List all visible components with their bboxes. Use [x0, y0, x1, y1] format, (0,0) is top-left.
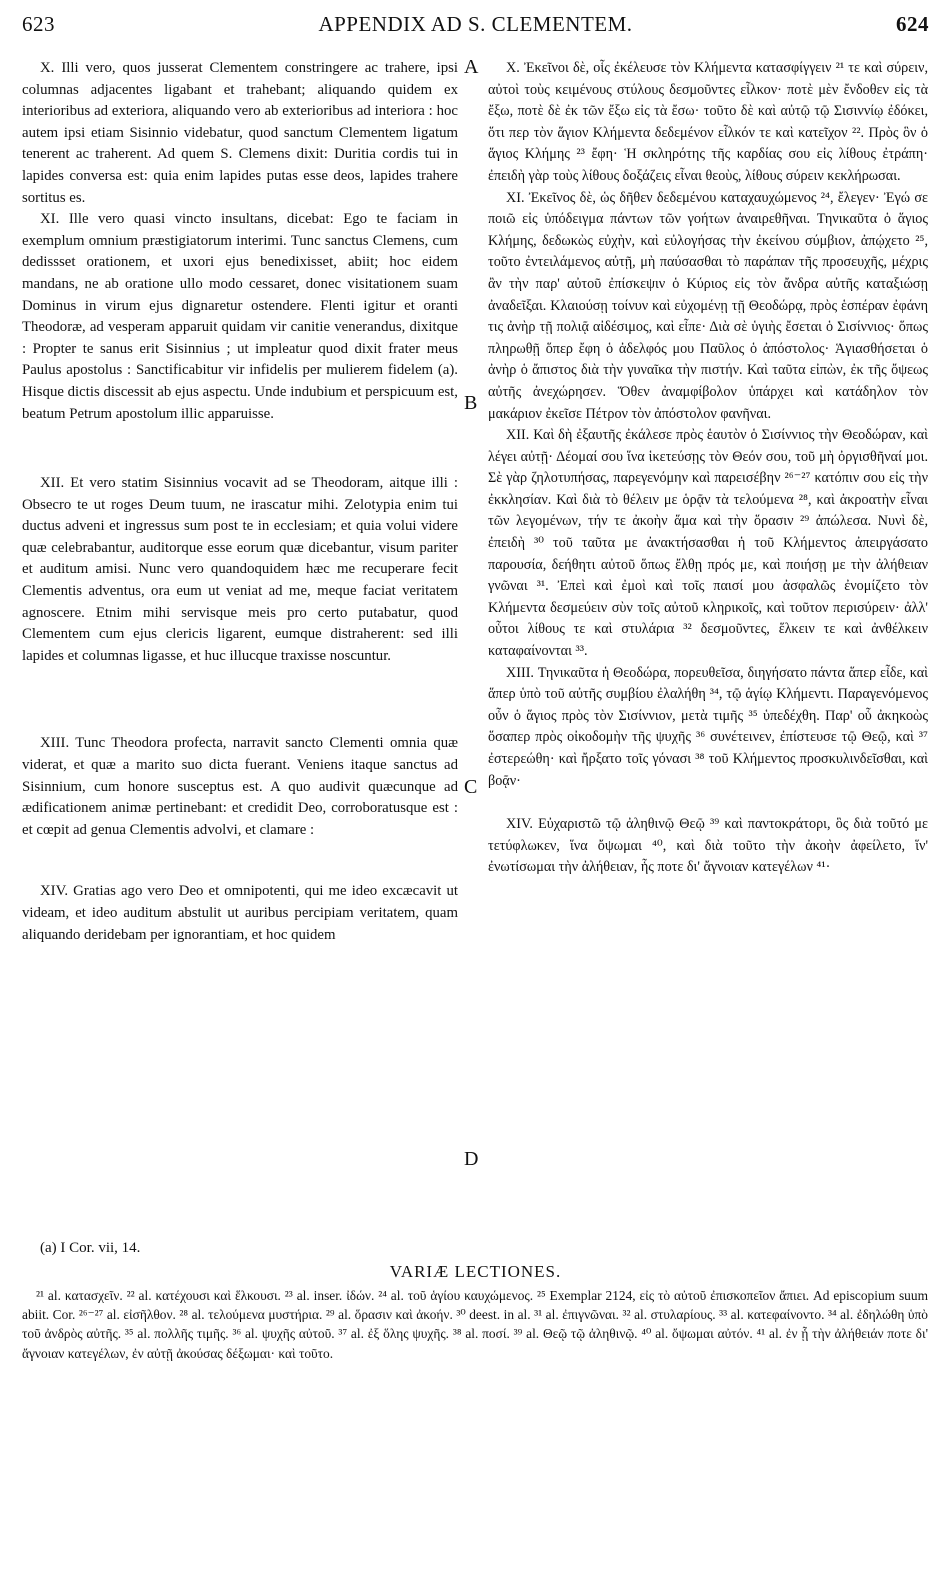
page-number-left: 623	[22, 12, 55, 36]
latin-column	[22, 58, 458, 946]
latin-paragraph-xiii: XIII. Tunc Theodora profecta, narravit sancto Clementi omnia quæ viderat, et quæ a marito suo dicta fuerant. Veniens itaque sanctus ad Sisinnium, cum honore susceptus est. A quo audivit quæcunque ad ædificationem animæ pertinebant: et credidit Deo, corroboratusque est : et cœpit ad genua Clementis advolvi, et clamare :	[22, 735, 458, 838]
section-marker-c: C	[464, 776, 478, 798]
running-title: APPENDIX AD S. CLEMENTEM.	[318, 12, 633, 36]
latin-paragraph-x: X. Illi vero, quos jusserat Clementem constringere ac trahere, ipsi columnas adjacentes ligabant et trahebant; aliquando quidem ex interioribus ad exteriora, aliquando vero ab exterioribus ad interiora : hoc autem ipsi etiam Sisinnio videbatur, quod sanctum Clementem ligatum tenerent ac traherent. Ad quem S. Clemens dixit: Duritia cordis tui in lapides conversa est: quia enim lapides putas esse deos, lapides trahere sortitus es.	[22, 60, 458, 206]
greek-paragraph-xiii: XIII. Τηνικαῦτα ἡ Θεοδώρα, πορευθεῖσα, διηγήσατο πάντα ἅπερ εἶδε, καὶ ἅπερ ὑπὸ τοῦ αὐτῆς συμβίου ἐλαλήθη ³⁴, τῷ ἁγίῳ Κλήμεντι. Παραγενόμενος οὖν ὁ ἅγιος πρὸς τὸν Σισίννιον, μετὰ τιμῆς ³⁵ ὑπεδέχθη. Παρ' οὗ ἀκηκοὼς ὅσαπερ πρὸς οἰκοδομὴν τῆς ψυχῆς ³⁶ συνέτεινεν, ἐπίστευσε τῷ Θεῷ, καὶ ³⁷ ἐστερεώθη· καὶ ἤρξατο τοῖς γόνασι ³⁸ τοῦ Κλήμεντος προσκυλινδεῖσθαι, καὶ βοᾷν·	[488, 664, 928, 789]
latin-paragraph-xiv: XIV. Gratias ago vero Deo et omnipotenti, qui me ideo excæcavit ut videam, et ideo auditum abstulit ut auribus percipiam veritatem, quam aliquando deridebam per ignorantiam, et hoc quidem	[22, 883, 458, 943]
variae-lectiones-title: VARIÆ LECTIONES.	[389, 1262, 562, 1281]
section-marker-b: B	[464, 392, 478, 414]
section-marker-a: A	[464, 56, 479, 78]
footnote: (a) I Cor. vii, 14.	[40, 1240, 141, 1256]
variae-lectiones-text: ²¹ al. κατασχεῖν. ²² al. κατέχουσι καὶ ἕλκουσι. ²³ al. inser. ἰδών. ²⁴ al. τοῦ ἁγίου καυχώμενος. ²⁵ Exemplar 2124, εἰς τὸ αὐτοῦ ἐπισκοπεῖον ἄπιει. Ad episcopium suum abiit. Cor. ²⁶⁻²⁷ al. εἰσῆλθον. ²⁸ al. τελούμενα μυστήρια. ²⁹ al. ὅρασιν καὶ ἀκοήν. ³⁰ deest. in al. ³¹ al. ἐπιγνῶναι. ³² al. στυλαρίους. ³³ al. κατεφαίνοντο. ³⁴ al. ἐδηλώθη ὑπὸ τοῦ ἀνδρὸς αὐτῆς. ³⁵ al. πολλῆς τιμῆς. ³⁶ al. ψυχῆς αὐτοῦ. ³⁷ al. ἐξ ὅλης ψυχῆς. ³⁸ al. ποσί. ³⁹ al. Θεῷ τῷ ἀληθινῷ. ⁴⁰ al. ὄψωμαι αὐτόν. ⁴¹ al. ἐν ᾗ τὴν ἀλήθειάν ποτε δι' ἄγνοιαν κατεγέλων, ἐν αὐτῇ ἀκούσας δέξωμαι· καὶ τοῦτο.	[22, 1288, 928, 1361]
greek-column	[488, 58, 928, 879]
page-header	[22, 12, 929, 42]
variae-lectiones	[22, 1286, 928, 1363]
latin-paragraph-xii: XII. Et vero statim Sisinnius vocavit ad se Theodoram, aitque illi : Obsecro te ut roges Deum tuum, ne irascatur mihi. Zelotypia enim tui ductus adveni et ingressus sum post te in ecclesiam; et quia volui videre quæ celebrabantur, auditorque esse eorum quæ dicebantur, visum pariter et auditum amisi. Nunc vero quandoquidem hæc me recuperare fecit Clementis adventus, ora eum ut veniat ad me, meque faciat veritatem agnoscere. Etnim mihi servisque meis pro certo putabatur, quod Clementem cum ejus clericis ligarent, eumque distraherent: sed illi lapides et columnas ligasse, et huc illucque traxisse noscuntur.	[22, 475, 458, 664]
greek-paragraph-x: X. Ἐκεῖνοι δὲ, οἷς ἐκέλευσε τὸν Κλήμεντα κατασφίγγειν ²¹ τε καὶ σύρειν, αὐτοὶ τοὺς κειμένους στύλους δεσμοῦντες εἷλκον· ποτὲ μὲν ἔνδοθεν εἰς τὰ ἔξω, ποτὲ δὲ ἐκ τῶν ἔξω εἰς τὰ ἔσω· τοῦτο δὲ καὶ αὐτῷ τῷ Σισιννίῳ ἐδόκει, ὅτι περ τὸν ἅγιον Κλήμεντα δεδεμένον εἷλκόν τε καὶ κατεῖχον ²². Πρὸς ὃν ὁ ἅγιος Κλήμης ²³ ἔφη· Ἡ σκληρότης τῆς καρδίας σου εἰς λίθους ἐτράπη· ἐπειδὴ γὰρ τοὺς λίθους δοξάζεις εἶναι θεοὺς, λίθους σύρειν κεκλήρωσαι.	[488, 60, 928, 184]
section-marker-d: D	[464, 1148, 479, 1170]
greek-paragraph-xiv: XIV. Εὐχαριστῶ τῷ ἀληθινῷ Θεῷ ³⁹ καὶ παντοκράτορι, ὃς διὰ τοῦτό με τετύφλωκεν, ἵνα ὄψωμαι ⁴⁰, καὶ διὰ τοῦτο τὴν ἀκοὴν ἀφείλετο, ἵν' ἐνωτίσωμαι τὴν ἀλήθειαν, ἧς ποτε δι' ἄγνοιαν κατεγέλων ⁴¹·	[488, 816, 928, 876]
greek-paragraph-xi: XI. Ἐκεῖνος δὲ, ὡς δῆθεν δεδεμένου καταχαυχώμενος ²⁴, ἔλεγεν· Ἐγώ σε ποιῶ εἰς ὑπόδειγμα πάντων τῶν γοήτων ἀναιρεθῆναι. Τηνικαῦτα ὁ ἅγιος Κλήμης, δεδωκὼς εὐχὴν, καὶ εὐλογήσας τὴν ἐκείνου σύμβιον, ἀπῴχετο ²⁵, τοῦτο ἐντειλάμενος αὐτῇ, μὴ παύσασθαι τὸ παράπαν τῆς προσευχῆς, μέχρις ἂν τὴν παρ' αὐτοῦ ἐπίσκεψιν ὁ Κύριος εἰς τὸν ἄνδρα αὐτῆς καταξιώσῃ ἀναδεῖξαι. Κλαιούσῃ τοίνυν καὶ εὐχομένῃ τῇ Θεοδώρᾳ, πρὸς ἑσπέραν ἐφάνη τις ἀνὴρ τῇ πολιᾷ αἰδέσιμος, καὶ εἶπε· Διὰ σὲ ὑγιὴς ἔσεται ὁ Σισίννιος· ὅπως πληρωθῇ ὅπερ ἔφη ὁ ἀδελφός μου Παῦλος ὁ ἀπόστολος· Ἁγιασθήσεται ὁ ἀνὴρ ὁ ἄπιστος διὰ τὴν γυναῖκα τὴν πιστήν. Καὶ ταῦτα εἰπὼν, ἐκ τῆς ὄψεως αὐτῆς ἀνεχώρησεν. Ὅθεν ἀναμφίβολον ὑπάρχει καὶ κατάδηλον τὸν μακάριον ἐκεῖσε Πέτρον τὸν ἀπόστολον φανῆναι.	[488, 189, 928, 422]
page-number-right: 624	[896, 12, 929, 36]
latin-paragraph-xi: XI. Ille vero quasi vincto insultans, dicebat: Ego te faciam in exemplum omnium præstigiatorum interimi. Tunc sanctus Clemens, cum dedissset orationem, et uxori ejus benedixisset, abiit; hoc eidem mandans, ne ab oratione ullo modo cessaret, donec visitationem suam Dominus in virum ejus dignaretur ostendere. Flenti igitur et oranti Theodoræ, ad vesperam apparuit quidam vir canitie venerandus, dixitque : Propter te sanus erit Sisinnius ; ut impleatur quod dixit frater meus Paulus apostolus : Sanctificabitur vir infidelis per mulierem fidelem (a). Hisque dictis discessit ab ejus aspectu. Unde indubium et perspicuum est, beatum Petrum apostolum illic apparuisse.	[22, 211, 458, 422]
greek-paragraph-xii: XII. Καὶ δὴ ἐξαυτῆς ἐκάλεσε πρὸς ἑαυτὸν ὁ Σισίννιος τὴν Θεοδώραν, καὶ λέγει αὐτῇ· Δέομαί σου ἵνα ἱκετεύσῃς τὸν Θεόν σου, τοῦ μὴ ὀργισθῆναί μοι. Σὲ γὰρ ζηλοτυπήσας, παρεγενόμην καὶ παρεισέβην ²⁶⁻²⁷ κατόπιν σου εἰς τὴν ἐκκλησίαν. Καὶ διὰ τὸ θέλειν με ὁρᾷν τὰ τελούμενα ²⁸, καὶ ἀκροατὴν εἶναι τῶν λεγομένων, τήν τε ἀκοὴν ἅμα καὶ τὴν ὅρασιν ²⁹ ἀπώλεσα. Νυνὶ δὲ, ἐπειδὴ ³⁰ τοῦ ταῦτα με ἀνακτήσασθαι ἡ τοῦ Κλήμεντος ἀπειργάσατο παρουσία, δεήθητι αὐτοῦ ὅπως ἔλθῃ πρός με, καὶ ποιήσῃ με τὴν ἀλήθειαν γνῶναι ³¹. Ἐπεὶ καὶ ἐμοὶ καὶ τοῖς παισί μου ἀσφαλῶς ἐνομίζετο τὸν Κλήμεντα δεσμεύειν σὺν τοῖς αὐτοῦ κληρικοῖς, καὶ τοῦτον περισύρειν· ἀλλ' οὗτοι λίθους τε καὶ στυλάρια ³² δεσμοῦντες, ἕλκειν τε καὶ ἀνθέλκειν καταφαίνονται ³³.	[488, 427, 928, 660]
